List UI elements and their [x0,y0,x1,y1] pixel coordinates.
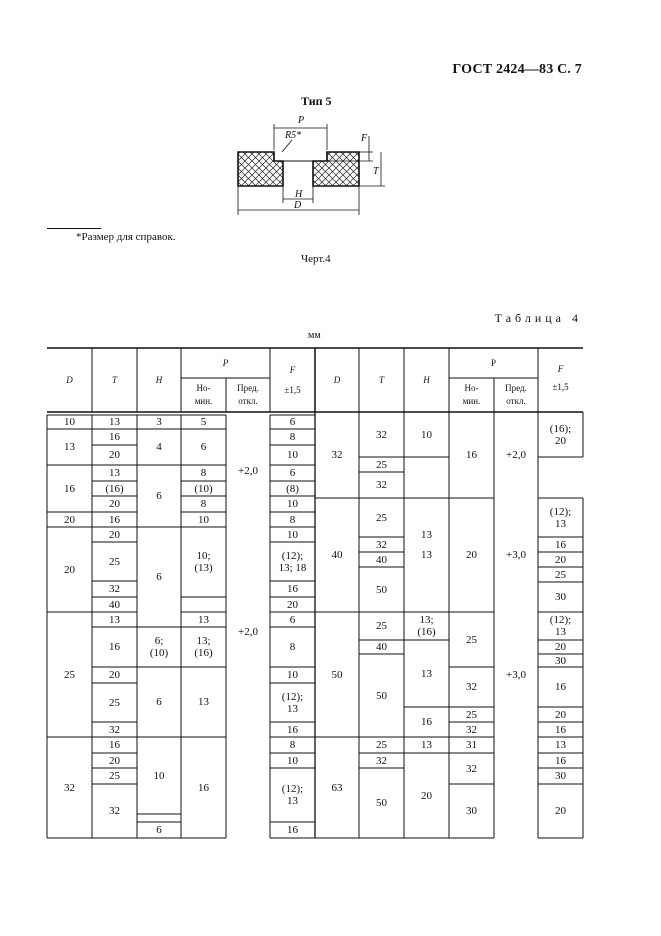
table-cell-left: 8 [200,467,207,479]
table-cell-left: 13 [198,613,209,626]
table-cell-right: 30 [555,591,566,603]
header-p-dev: Пред. откл. [237,383,259,406]
table-cell-left: 20 [109,498,120,510]
table-cell-left: 8 [289,739,296,751]
header-h-right: H [423,374,430,385]
header-h: H [155,374,163,385]
header-d: D [66,374,73,385]
type-label: Тип 5 [301,94,332,108]
table-cell-right: 50 [376,689,387,702]
table-cell-right: 40 [376,553,387,566]
dim-label-f: F [361,133,368,144]
table-cell-right: 20 [466,549,477,561]
table-cell-left: 8 [289,431,296,443]
dim-label-t: T [373,166,379,177]
table-cell-left: 13 [64,441,75,453]
table-cell-left: 20 [64,513,75,526]
table-cell-right: 32 [466,681,477,693]
table-cell-right: 13 [555,739,566,751]
dim-label-d: D [294,200,302,211]
table-cell-left: 10 [153,769,165,782]
table-cell-left: 16 [64,482,75,495]
table-cell-right: 13; (16) [417,614,436,638]
table-cell-left: 3 [156,416,162,428]
table-cell-right: 50 [331,668,343,681]
table-cell-left: 25 [64,668,75,681]
table-cell-right: 32 [466,723,477,736]
figure-caption: Черт.4 [301,253,331,265]
table-cell-left: 10 [287,528,298,541]
header-p: P [222,357,229,368]
table-cell-left: 8 [200,498,207,510]
table-cell-right: 30 [466,805,477,817]
table-cell-left: 6 [289,416,296,428]
table-cell-right: 13 [421,667,432,680]
table-cell-right: +3,0 [506,668,526,681]
table-cell-left: 20 [109,449,120,461]
table-cell-left: 10 [287,754,298,767]
table-cell-right: (16); 20 [549,422,572,447]
table-cell-left: 32 [109,723,120,736]
table-cell-left: 20 [109,528,120,541]
table-cell-right: 16 [421,716,432,728]
table-cell-right: 25 [376,511,387,524]
table-cell-left: 16 [109,641,120,653]
table-cell-left: 13 [198,696,209,708]
header-p-right: P [490,357,496,368]
table-cell-left: 10 [287,498,298,510]
table-cell-right: 16 [466,449,477,461]
header-p-nom-right: Но- мин. [462,383,481,406]
table-cell-right: 20 [555,553,566,566]
table-cell-right: 32 [376,479,387,491]
header-f-tol-right: ±1,5 [552,381,569,392]
table-cell-left: +2,0 [238,465,258,477]
table-cell-left: 6 [156,571,162,583]
table-cell-left: 13 [109,467,120,479]
table-cell-left: 8 [289,513,296,526]
header-d-right: D [333,374,341,385]
table-cell-right: 63 [331,781,343,794]
table-cell-right: (12); 13 [549,614,572,638]
table-cell-right: 25 [466,633,477,646]
table-cell-left: 16 [109,431,120,443]
table-cell-left: 10 [64,416,75,428]
header-t: T [111,374,117,385]
table-cell-right: +2,0 [506,449,526,461]
table-cell-right: 25 [376,458,387,471]
table-cell-right: 20 [555,641,566,653]
header-t-right: T [378,374,384,385]
table-cell-right: 30 [555,770,566,782]
table-cell-left: 13 [109,613,120,626]
table-cell-right: 13 [421,528,432,541]
table-cell-left: 25 [109,770,120,782]
header-f: F [289,364,296,375]
table-cell-right: 25 [376,620,387,632]
table-cell-left: 8 [289,641,296,653]
table-cell-left: 16 [287,583,298,595]
table-cell-left: (12); 13 [281,690,304,715]
table-cell-left: 16 [109,739,120,751]
table-cell-left: 4 [156,441,162,453]
footnote: *Размер для справок. [76,231,176,243]
table-cell-left: 16 [109,513,120,526]
page-header: ГОСТ 2424—83 С. 7 [452,62,582,77]
table-cell-left: 25 [109,555,120,568]
table-cell-left: 13; (16) [194,635,213,659]
table-cell-right: 20 [421,789,432,802]
table-cell-left: (12); 13 [281,783,304,807]
table-cell-right: 16 [555,538,566,551]
table-cell-left: 20 [109,669,120,681]
table-cell-left: 25 [109,696,120,709]
table-cell-left: 32 [64,781,75,794]
header-f-right: F [557,363,564,374]
table-cell-right: 25 [376,739,387,751]
table-cell-right: 32 [376,538,387,551]
table-cell-right: 32 [331,449,343,461]
dim-label-p: P [298,115,305,126]
table-cell-left: 10 [198,513,209,526]
dim-label-r: R5* [285,130,302,141]
units-label: мм [308,330,321,341]
table-cell-left: (16) [105,482,124,495]
table-cell-right: 16 [555,723,566,736]
table-cell-right: 40 [331,549,343,561]
table-cell-right: 20 [555,805,566,817]
table-cell-left: 32 [109,805,120,817]
table-cell-left: 20 [64,563,75,576]
table-cell-left: +2,0 [238,626,258,638]
table-cell-left: 6 [156,696,162,708]
table-cell-left: (12); 13; 18 [278,549,307,574]
table-cell-right: 30 [555,654,566,667]
table-cell-left: 16 [287,723,298,736]
table-cell-right: 31 [466,739,477,751]
table-cell-left: 6 [156,824,162,836]
table-cell-right: +3,0 [506,549,526,561]
table-cell-left: 6 [200,441,207,453]
table-cell-right: 50 [376,797,387,809]
table-cell-left: 10 [287,449,298,461]
table-cell-right: 16 [555,681,566,693]
header-f-tol: ±1,5 [284,384,301,395]
table-cell-right: 32 [466,762,477,775]
dim-label-h: H [295,189,303,200]
table-cell-right: 25 [466,708,477,721]
table-caption: Таблица 4 [494,311,582,325]
table-cell-left: 6; (10) [149,635,169,659]
table-cell-right: 40 [376,641,387,653]
table-cell-right: 10 [421,428,432,441]
table-cell-right: 20 [555,708,566,721]
table-cell-left: (8) [286,482,299,495]
table-cell-left: 5 [200,416,207,428]
table-cell-right: 16 [555,754,566,767]
table-cell-left: 13 [109,416,120,428]
table-cell-right: (12); 13 [549,505,572,530]
table-cell-left: 20 [287,598,298,611]
table-cell-left: 10; (13) [194,550,213,574]
table-cell-left: 40 [109,598,120,611]
table-cell-left: 6 [156,490,162,502]
table-cell-left: 6 [289,467,296,479]
table-cell-left: 6 [289,613,296,626]
table-cell-left: 20 [109,754,120,767]
table-cell-left: 32 [109,583,120,595]
header-p-nom: Но- мин. [194,383,213,406]
header-p-dev-right: Пред. откл. [505,383,527,406]
table-cell-right: 13 [421,739,432,751]
table-cell-right: 25 [555,568,566,581]
table-cell-left: (10) [194,482,213,495]
table-cell-right: 32 [376,754,387,767]
table-cell-left: 10 [287,669,298,681]
table-cell-right: 13 [421,549,432,561]
table-cell-right: 50 [376,583,387,596]
table-cell-left: 16 [287,824,298,836]
table-cell-left: 16 [198,781,209,794]
table-cell-right: 32 [376,428,387,441]
